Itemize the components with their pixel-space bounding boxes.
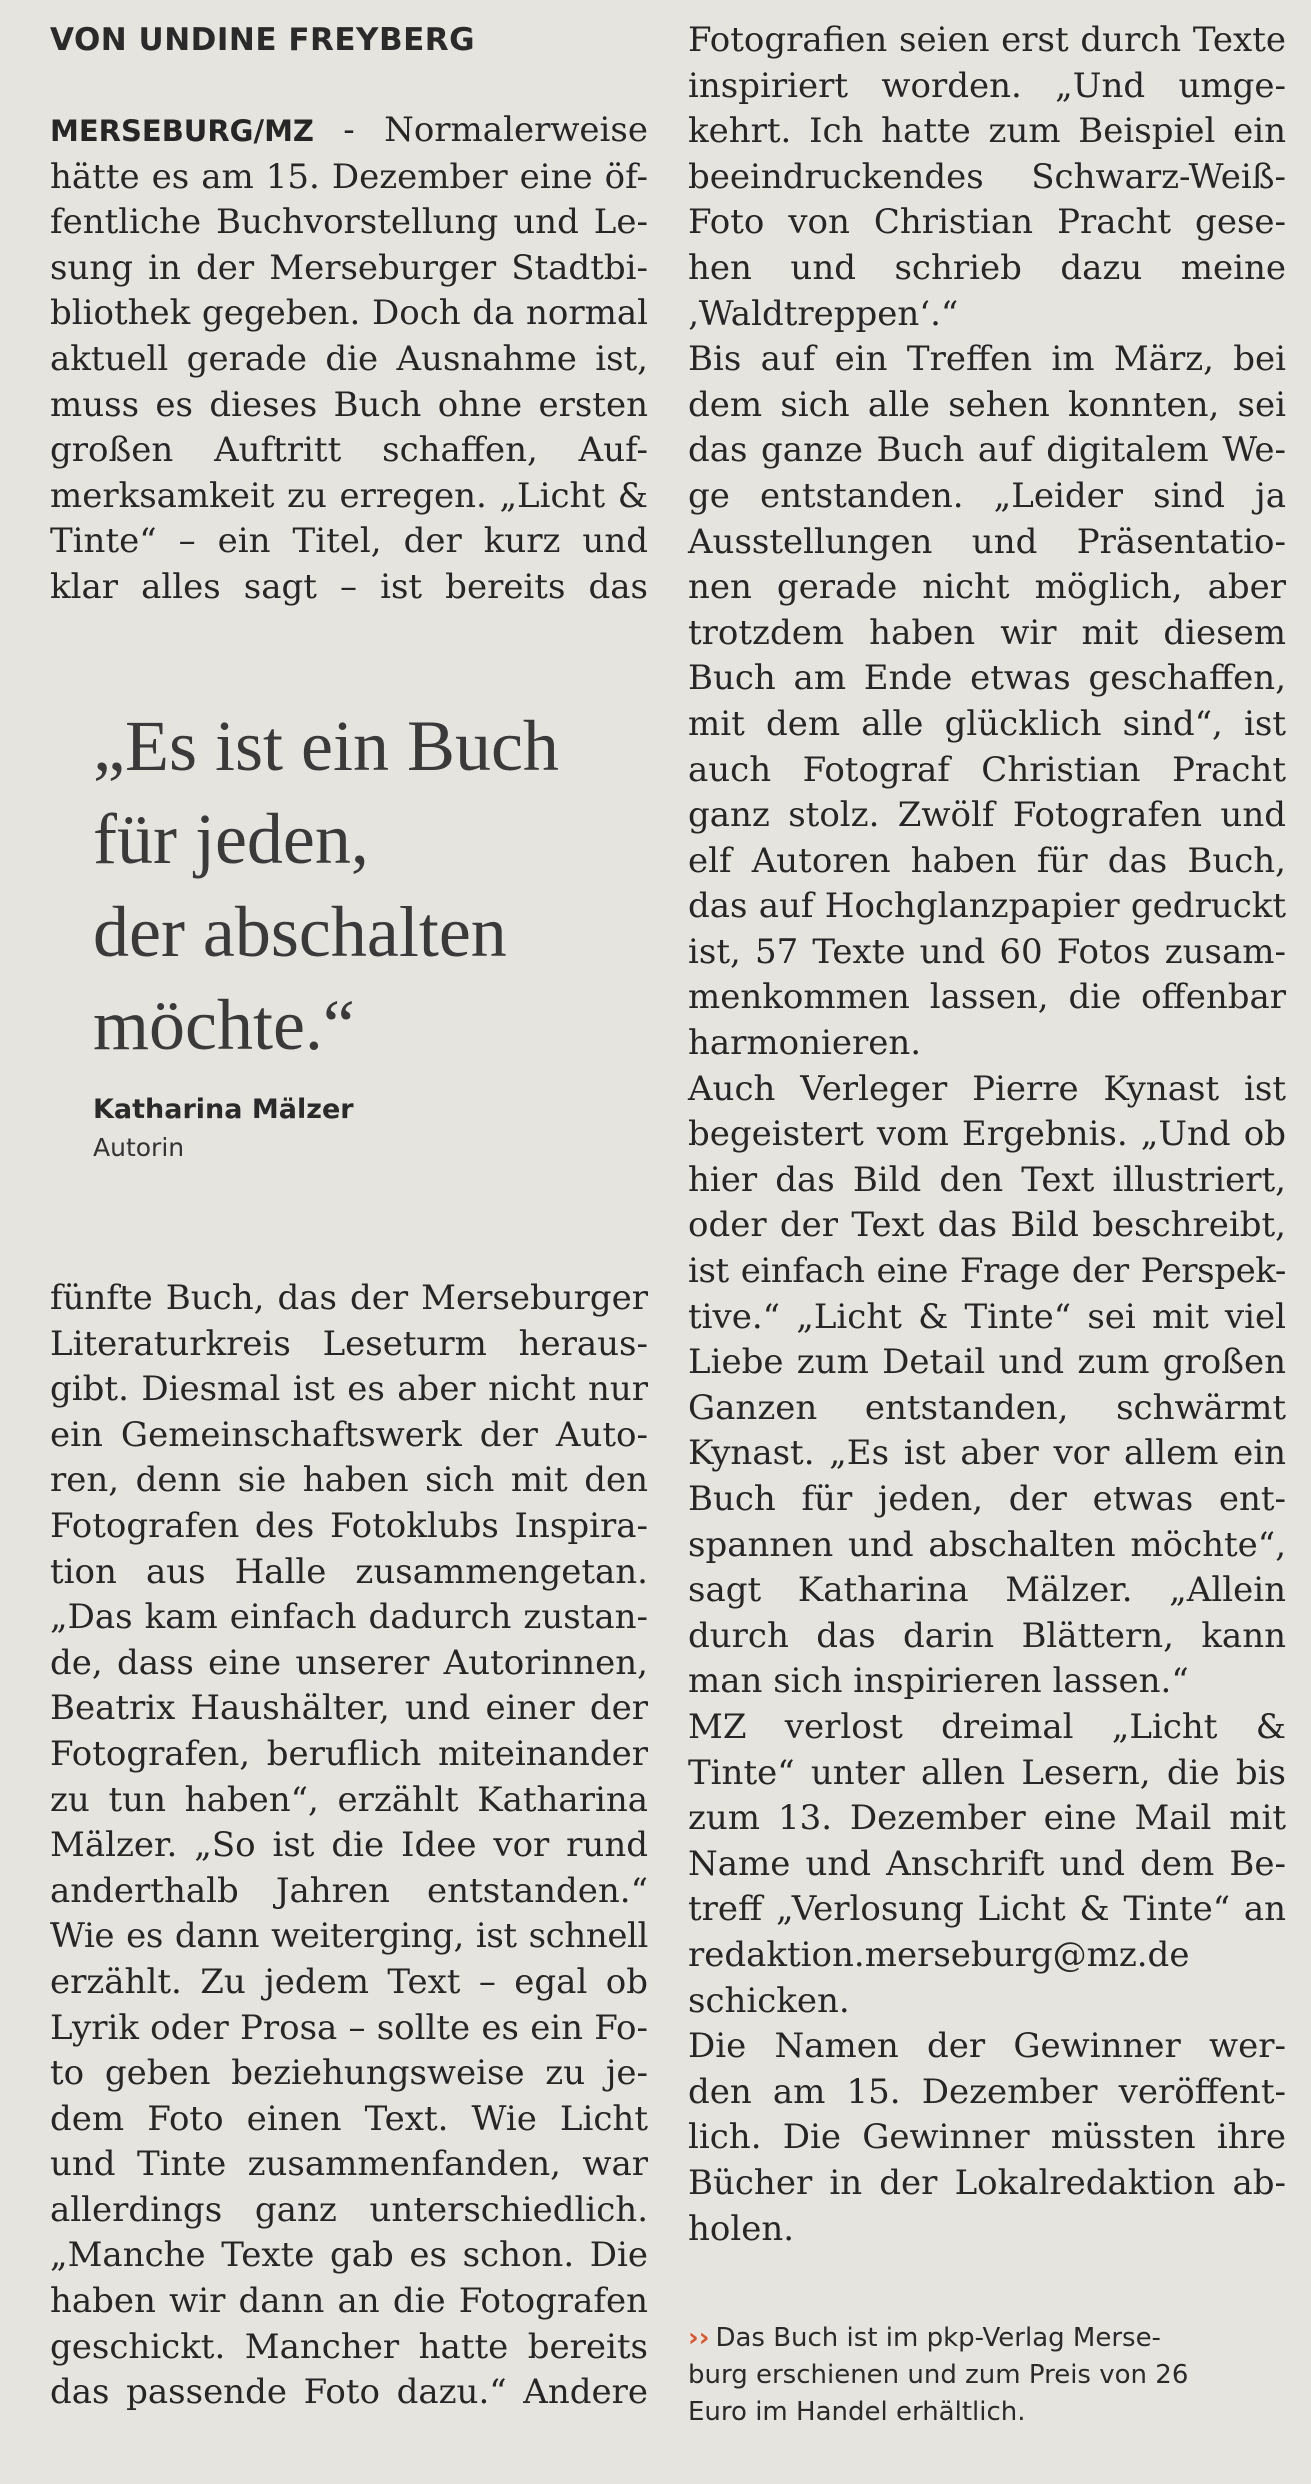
article-line: Name und Anschrift und dem Be- [688,1843,1286,1884]
article-line: bliothek gegeben. Doch da normal [50,293,648,334]
article-line: Literaturkreis Leseturm heraus- [50,1323,648,1364]
article-line: dem sich alle sehen konnten, sei [688,384,1286,425]
article-line: „Manche Texte gab es schon. Die [50,2235,648,2276]
article-line: Foto von Christian Pracht gese- [688,202,1286,243]
article-line: merksamkeit zu erregen. „Licht & [50,475,648,516]
article-line: Lyrik oder Prosa – sollte es ein Fo- [50,2007,648,2048]
article-line: mit dem alle glücklich sind“, ist [688,703,1286,744]
article-line: haben wir dann an die Fotografen [50,2281,648,2322]
article-line: Tinte“ – ein Titel, der kurz und [50,521,648,562]
pull-quote-text [93,700,633,1072]
article-left-bottom [50,1276,648,2416]
article-line: trotzdem haben wir mit diesem [688,612,1286,653]
article-line: treff „Verlosung Licht & Tinte“ an [688,1889,1286,1930]
article-line: schicken. [688,1980,850,2021]
article-line: Buch für jeden, der etwas ent- [688,1479,1286,1519]
article-line: muss es dieses Buch ohne ersten [50,384,648,425]
article-line: erzählt. Zu jedem Text – egal ob [50,1961,648,2002]
article-line: dem Foto einen Text. Wie Licht [50,2098,648,2139]
info-note-line-text: Das Buch ist im pkp-Verlag Merse- [715,2323,1161,2353]
pull-quote-line: „Es ist ein Buch [93,706,559,786]
pull-quote-line: für jeden, [93,799,369,879]
article-line: das passende Foto dazu.“ Andere [50,2372,648,2413]
info-note [688,2320,1288,2431]
article-line: und Tinte zusammenfanden, war [50,2144,648,2185]
article-line: MZ verlost dreimal „Licht & [688,1706,1286,1747]
article-line: de, dass eine unserer Autorinnen, [50,1642,648,1683]
article-line: Fotografien seien erst durch Texte [688,20,1286,60]
pull-quote-line: der abschalten [93,892,507,972]
article-line: Ganzen entstanden, schwärmt [688,1387,1286,1428]
article-line: durch das darin Blättern, kann [688,1615,1286,1656]
article-line: ‚Waldtreppen‘.“ [688,293,959,334]
article-line: beeindruckendes Schwarz-Weiß- [688,156,1286,197]
article-line: Auch Verleger Pierre Kynast ist [688,1068,1286,1109]
article-line: auch Fotograf Christian Pracht [688,749,1286,790]
article-line: hen und schrieb dazu meine [688,247,1286,288]
info-note-line: burg erschienen und zum Preis von 26 [688,2360,1189,2390]
article-left-top [50,108,648,611]
article-line: lich. Die Gewinner müssten ihre [688,2117,1286,2158]
article-line: sung in der Merseburger Stadtbi- [50,247,648,288]
article-line: Die Namen der Gewinner wer- [688,2026,1286,2067]
article-line: sagt Katharina Mälzer. „Allein [688,1570,1286,1611]
article-line: inspiriert worden. „Und umge- [688,65,1286,106]
article-line: nen gerade nicht möglich, aber [688,567,1286,608]
article-line: Liebe zum Detail und zum großen [688,1342,1286,1383]
article-line: redaktion.merseburg@mz.de [688,1934,1190,1975]
article-line: geschickt. Mancher hatte bereits [50,2326,648,2367]
article-line: fentliche Buchvorstellung und Le- [50,202,648,243]
info-note-line: Euro im Handel erhältlich. [688,2397,1026,2427]
article-line: begeistert vom Ergebnis. „Und ob [688,1114,1286,1155]
article-line: aktuell gerade die Ausnahme ist, [50,338,648,379]
byline: VON UNDINE FREYBERG [50,22,476,58]
article-line: fünfte Buch, das der Merseburger [50,1278,648,1318]
article-line: ganz stolz. Zwölf Fotografen und [688,795,1286,836]
article-line: zu tun haben“, erzählt Katharina [50,1779,648,1820]
dateline: MERSEBURG/MZ [50,114,314,148]
article-line: ist einfach eine Frage der Perspek- [688,1251,1286,1292]
article-line: gibt. Diesmal ist es aber nicht nur [50,1369,648,1410]
article-line: Fotografen, beruflich miteinander [50,1733,648,1774]
article-line: „Das kam einfach dadurch zustan- [50,1597,648,1638]
article-line: elf Autoren haben für das Buch, [688,840,1286,881]
article-line: Mälzer. „So ist die Idee vor rund [50,1825,648,1866]
article-line: großen Auftritt schaffen, Auf- [50,430,648,471]
quote-author-role: Autorin [93,1133,185,1162]
quote-author: Katharina Mälzer [93,1094,354,1125]
article-line: oder der Text das Bild beschreibt, [688,1205,1286,1246]
article-line: Kynast. „Es ist aber vor allem ein [688,1433,1286,1474]
article-line: tive.“ „Licht & Tinte“ sei mit viel [688,1296,1286,1337]
article-line: Tinte“ unter allen Lesern, die bis [688,1752,1286,1793]
article-line: hier das Bild den Text illustriert, [688,1159,1286,1200]
article-line: das auf Hochglanzpapier gedruckt [688,886,1286,927]
article-line: kehrt. Ich hatte zum Beispiel ein [688,111,1286,152]
pull-quote [93,700,633,1162]
double-chevron-icon: ›› [688,2323,710,2353]
article-line: klar alles sagt – ist bereits das [50,566,648,607]
article-line: harmonieren. [688,1023,922,1064]
article-line: allerdings ganz unterschiedlich. [50,2189,648,2230]
article-line: holen. [688,2208,795,2249]
article-line: Wie es dann weiterging, ist schnell [50,1916,648,1957]
article-line: spannen und abschalten möchte“, [688,1524,1286,1565]
article-line: Fotografen des Fotoklubs Inspira- [50,1505,648,1546]
article-line: Bücher in der Lokalredaktion ab- [688,2162,1286,2203]
article-line: to geben beziehungsweise zu je- [50,2053,648,2094]
pull-quote-line: möchte.“ [93,985,355,1065]
article-line: den am 15. Dezember veröffent- [688,2071,1286,2112]
article-line: zum 13. Dezember eine Mail mit [688,1798,1286,1839]
article-line: Buch am Ende etwas geschaffen, [688,658,1286,699]
article-line: anderthalb Jahren entstanden.“ [50,1870,648,1911]
article-line: ist, 57 Texte und 60 Fotos zusam- [688,931,1286,972]
article-line: menkommen lassen, die offenbar [688,977,1286,1018]
article-line: ge entstanden. „Leider sind ja [688,475,1286,516]
article-line: das ganze Buch auf digitalem We- [688,430,1286,471]
article-line: hätte es am 15. Dezember eine öf- [50,156,648,197]
article-line [50,108,648,155]
article-line: Ausstellungen und Präsentatio- [688,521,1286,562]
article-line: tion aus Halle zusammengetan. [50,1551,648,1592]
article-line: Bis auf ein Treffen im März, bei [688,339,1286,380]
article-line: man sich inspirieren lassen.“ [688,1661,1189,1702]
article-line-text: - Normalerweise [313,110,648,150]
article-line: ren, denn sie haben sich mit den [50,1460,648,1501]
info-note-text [688,2320,1288,2431]
info-note-line [688,2320,1288,2357]
article-line: Beatrix Haushälter, und einer der [50,1688,648,1729]
article-line: ein Gemeinschaftswerk der Auto- [50,1414,648,1455]
article-right-column [688,18,1286,2252]
